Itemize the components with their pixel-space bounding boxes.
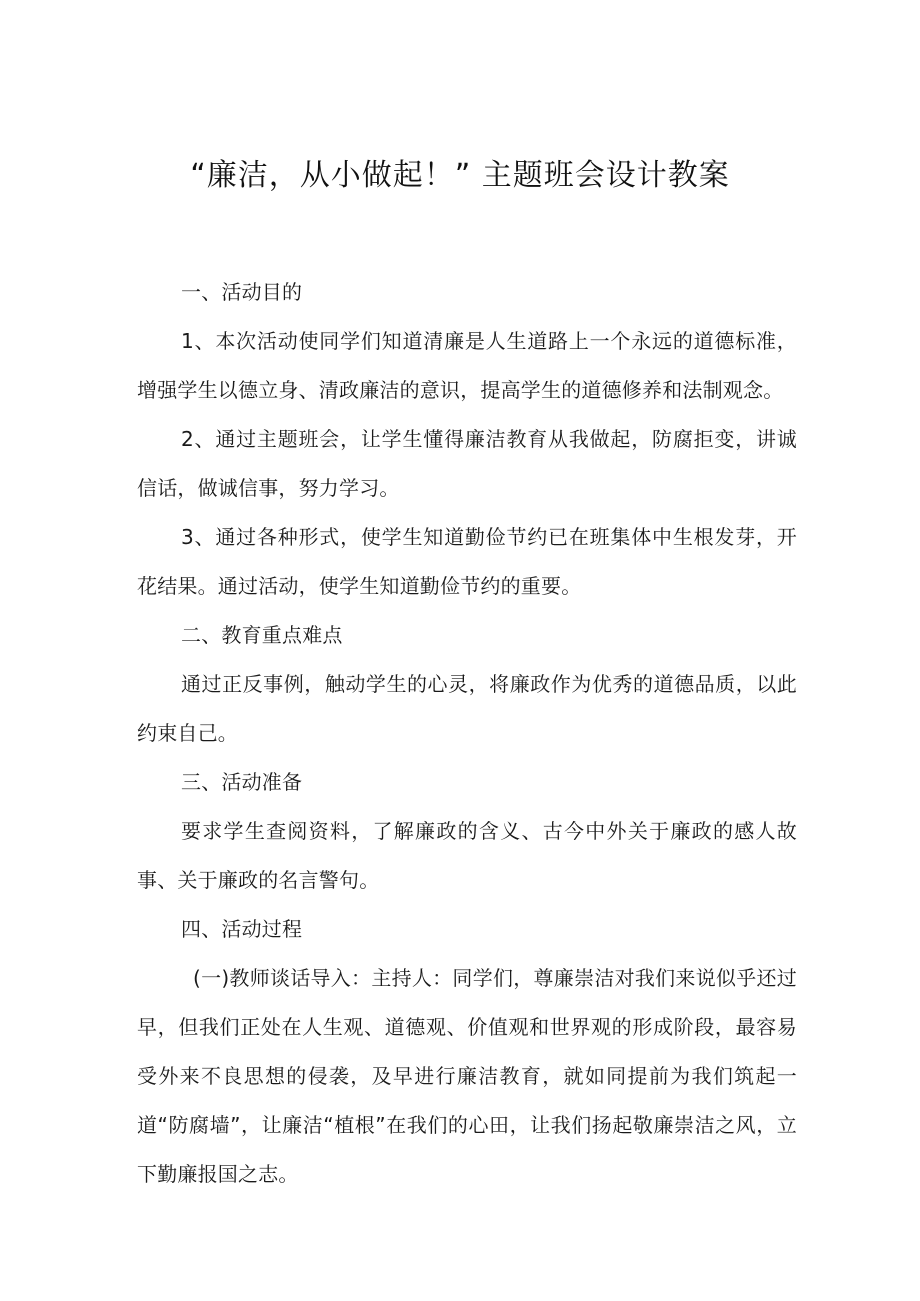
section-heading-process: 四、活动过程	[181, 917, 303, 941]
paragraph-focus: 通过正反事例，触动学生的心灵，将廉政作为优秀的道德品质，以此约束自己。	[137, 672, 797, 745]
document-body	[137, 268, 797, 1199]
section-heading-focus: 二、教育重点难点	[181, 623, 343, 647]
paragraph-preparation: 要求学生查阅资料，了解廉政的含义、古今中外关于廉政的感人故事、关于廉政的名言警句。	[137, 819, 797, 892]
document-title: “廉洁，从小做起！” 主题班会设计教案	[190, 158, 730, 193]
paragraph-purpose-1: 1、本次活动使同学们知道清廉是人生道路上一个永远的道德标准，增强学生以德立身、清政廉洁的意识，提高学生的道德修养和法制观念。	[137, 329, 797, 402]
section-heading-purpose: 一、活动目的	[181, 280, 303, 304]
paragraph-purpose-2: 2、通过主题班会，让学生懂得廉洁教育从我做起，防腐拒变，讲诚信话，做诚信事，努力学习。	[137, 427, 797, 500]
section-heading-preparation: 三、活动准备	[181, 770, 303, 794]
paragraph-purpose-3: 3、通过各种形式，使学生知道勤俭节约已在班集体中生根发芽，开花结果。通过活动，使学生知道勤俭节约的重要。	[137, 525, 797, 598]
paragraph-process-intro: (一)教师谈话导入：主持人：同学们，尊廉崇洁对我们来说似乎还过早，但我们正处在人生观、道德观、价值观和世界观的形成阶段，最容易受外来不良思想的侵袭，及早进行廉洁教育，就如同提前为我们筑起一道“防腐墙”，让廉洁“植根”在我们的心田，让我们扬起敬廉崇洁之风，立下勤廉报国之志。	[137, 966, 797, 1186]
